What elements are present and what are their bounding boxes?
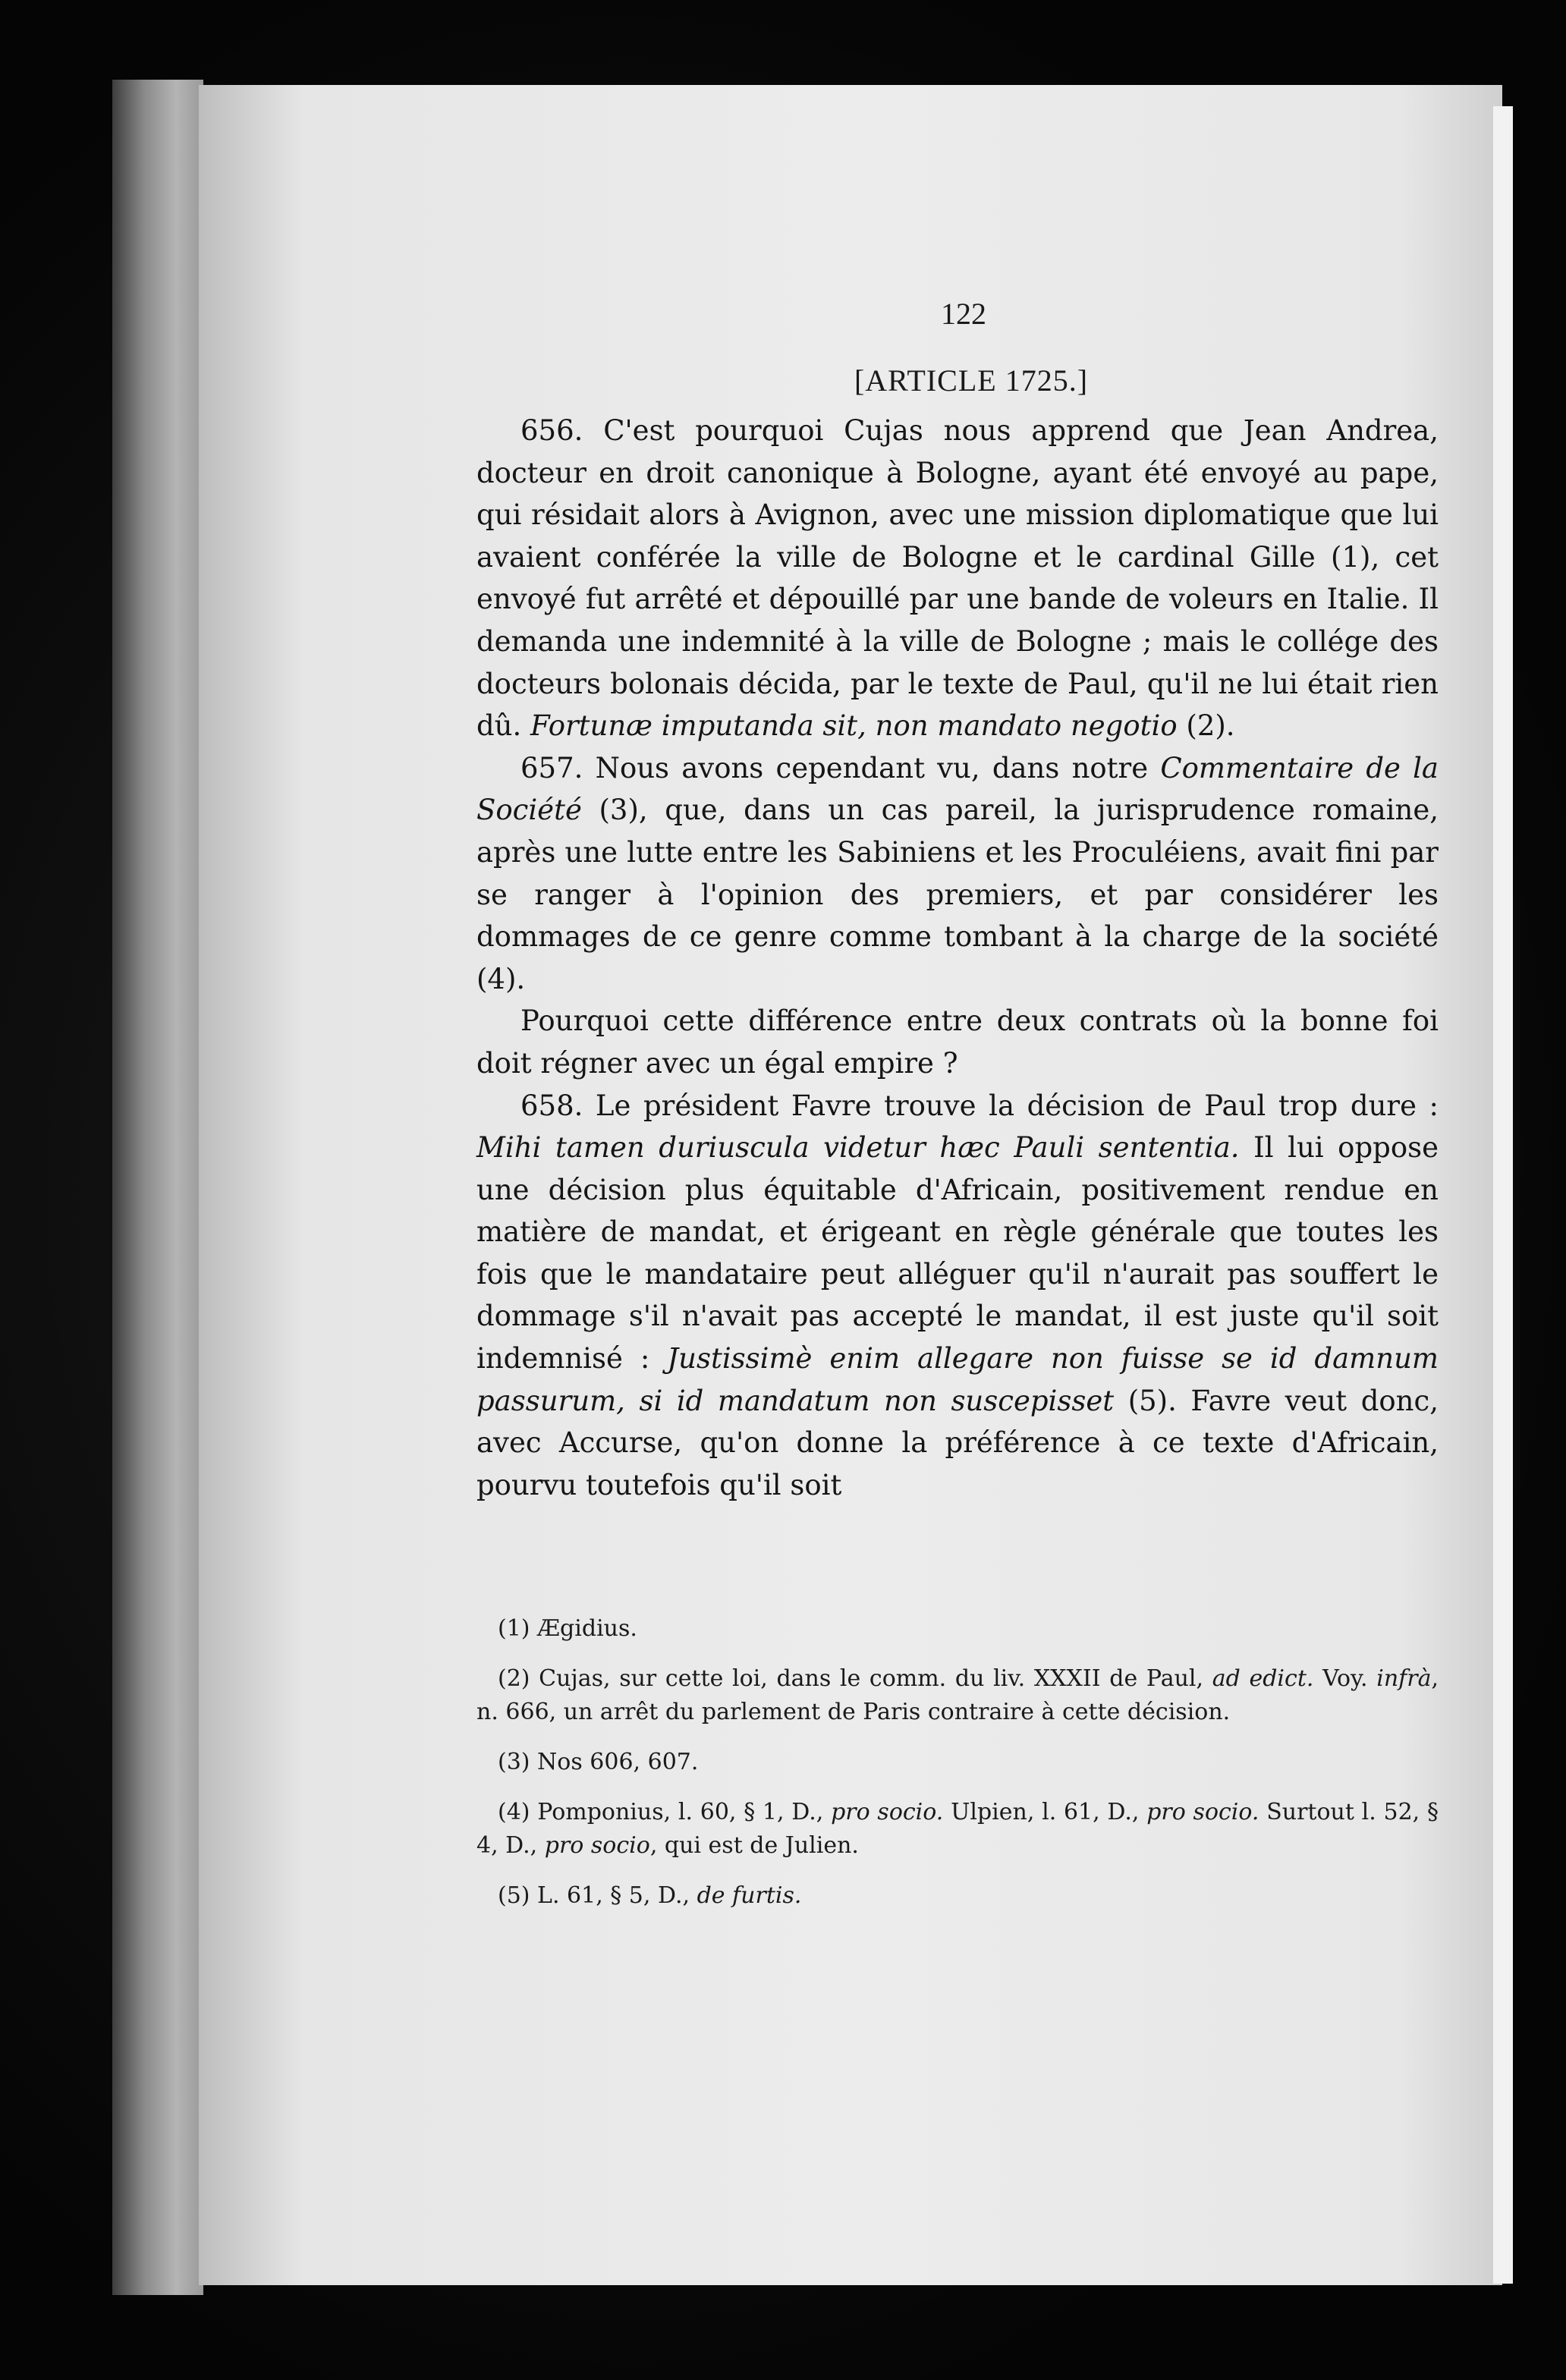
paragraph-question [476, 1000, 1439, 1084]
text-span: (2) Cujas, sur cette loi, dans le comm. du liv. XXXII de Paul, [498, 1665, 1212, 1692]
text-span: (3), que, dans un cas pareil, la jurisprudence romaine, après une lutte entre les Sabiniens et les Proculéiens, avait fini par se ranger à l'opinion des premiers, et par considérer les dommages de ce genre comme tombant à la charge de la société (4). [476, 794, 1439, 995]
text-span: Ulpien, l. 61, D., [943, 1799, 1147, 1825]
text-span: Surtout l. 52, § 4, D., [476, 1799, 1439, 1859]
text-span: (3) Nos 606, 607. [498, 1749, 699, 1775]
text-span: 658. Le président Favre trouve la décision de Paul trop dure : [520, 1089, 1439, 1122]
page-number: 122 [941, 297, 986, 331]
book-spine [112, 80, 203, 2295]
footnote-1 [476, 1612, 1439, 1646]
citation-italic: ad edict. [1212, 1665, 1314, 1692]
text-span: 657. Nous avons cependant vu, dans notre [520, 751, 1161, 784]
citation-italic: infrà [1376, 1665, 1432, 1692]
main-text [476, 410, 1439, 1506]
text-span: (2). [1177, 709, 1235, 743]
text-span: Pourquoi cette différence entre deux contrats où la bonne foi doit régner avec un égal empire ? [476, 1005, 1439, 1080]
page-edge [1493, 106, 1513, 2284]
footnote-5 [476, 1879, 1439, 1913]
text-span: 656. C'est pourquoi Cujas nous apprend que Jean Andrea, docteur en droit canonique à Bologne, ayant été envoyé au pape, qui résidait alors à Avignon, avec une mission diplomatique que lui avaient conférée la ville de Bologne et le cardinal Gille (1), cet envoyé fut arrêté et dépouillé par une bande de voleurs en Italie. Il demanda une indemnité à la ville de Bologne ; mais le collége des docteurs bolonais décida, par le texte de Paul, qu'il ne lui était rien dû. [476, 414, 1439, 743]
text-span: Il lui oppose une décision plus équitable d'Africain, positivement rendue en matière de mandat, et érigeant en règle générale que toutes les fois que le mandataire peut alléguer qu'il n'aurait pas souffert le dommage s'il n'avait pas accepté le mandat, il est juste qu'il soit indemnisé : [476, 1131, 1439, 1375]
paragraph-658 [476, 1085, 1439, 1507]
latin-quote: Justissimè enim allegare non fuisse se id damnum passurum, si id mandatum non suscepisset [476, 1342, 1439, 1417]
text-span: (5). Favre veut donc, avec Accurse, qu'on donne la préférence à ce texte d'Africain, pourvu toutefois qu'il soit [476, 1384, 1439, 1501]
work-title: Commentaire de la Société [476, 751, 1439, 827]
citation-italic: pro socio [544, 1832, 650, 1859]
footnotes [476, 1612, 1439, 1929]
footnote-4 [476, 1796, 1439, 1863]
citation-italic: pro socio. [1146, 1799, 1259, 1825]
text-span: (5) L. 61, § 5, D., [498, 1882, 697, 1909]
running-head: [ARTICLE 1725.] [854, 363, 1089, 398]
citation-italic: de furtis. [697, 1882, 802, 1909]
text-span: Voy. [1313, 1665, 1377, 1692]
footnote-3 [476, 1746, 1439, 1779]
text-span: (4) Pomponius, l. 60, § 1, D., [498, 1799, 832, 1825]
latin-quote: Fortunæ imputanda sit, non mandato negotio [530, 709, 1178, 743]
citation-italic: pro socio. [831, 1799, 944, 1825]
text-span: (1) Ægidius. [498, 1615, 637, 1642]
latin-quote: Mihi tamen duriuscula videtur hæc Pauli sententia. [476, 1131, 1240, 1165]
paragraph-656 [476, 410, 1439, 747]
footnote-2 [476, 1662, 1439, 1729]
paragraph-657 [476, 747, 1439, 1001]
text-span: , n. 666, un arrêt du parlement de Paris contraire à cette décision. [476, 1665, 1439, 1725]
text-span: , qui est de Julien. [649, 1832, 859, 1859]
